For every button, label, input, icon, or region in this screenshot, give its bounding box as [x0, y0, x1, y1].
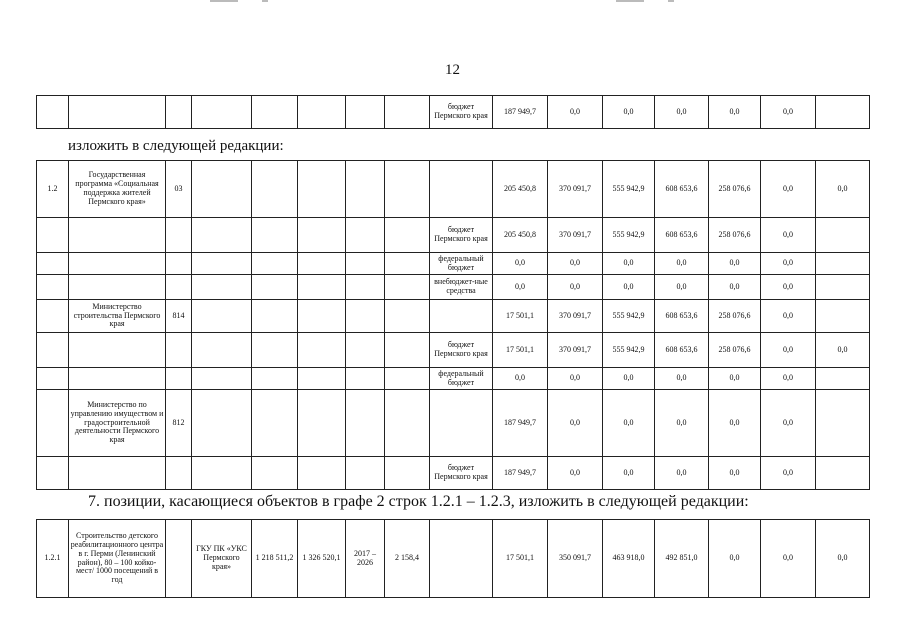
- table-cell-c5: [252, 161, 298, 218]
- table-cell-c7: [346, 368, 385, 390]
- table-cell-c6: [298, 218, 346, 253]
- table-cell-c4: [192, 390, 252, 457]
- table-cell-v3: 555 942,9: [603, 218, 655, 253]
- table-cell-c4: [192, 161, 252, 218]
- table-cell-source: бюджет Пермского края: [430, 333, 493, 368]
- table-cell-v2: 0,0: [548, 253, 603, 275]
- table-cell-v7: [816, 368, 870, 390]
- table-cell-c3: [166, 218, 192, 253]
- table-cell-c4: [192, 300, 252, 333]
- table-cell-v6: 0,0: [761, 253, 816, 275]
- table-cell-c8: [385, 390, 430, 457]
- table-cell-c3: [166, 253, 192, 275]
- table-cell-v7: [816, 275, 870, 300]
- table-cell-c3: [166, 520, 192, 598]
- table-cell-source: бюджет Пермского края: [430, 457, 493, 490]
- table-cell-v7: [816, 457, 870, 490]
- table-cell-v7: [816, 253, 870, 275]
- table-cell-v3: 555 942,9: [603, 333, 655, 368]
- table-cell-c6: [298, 161, 346, 218]
- table-cell-c1: [37, 275, 69, 300]
- table-cell-c4: [192, 218, 252, 253]
- table-cell-c6: [298, 333, 346, 368]
- table-cell-v3: 0,0: [603, 275, 655, 300]
- table-cell-source: [430, 390, 493, 457]
- table-cell-c6: [298, 253, 346, 275]
- table-cell-v6: 0,0: [761, 96, 816, 129]
- table-cell-v3: 0,0: [603, 253, 655, 275]
- table-cell-v4: 0,0: [655, 457, 709, 490]
- table-cell-v5: 258 076,6: [709, 161, 761, 218]
- table-cell-v4: 608 653,6: [655, 218, 709, 253]
- table-cell-c2: [69, 96, 166, 129]
- table-cell-v4: 0,0: [655, 253, 709, 275]
- table-cell-c2: [69, 457, 166, 490]
- table-cell-c2: Государственная программа «Социальная поддержка жителей Пермского края»: [69, 161, 166, 218]
- table-cell-c8: [385, 368, 430, 390]
- table-cell-c8: [385, 300, 430, 333]
- table-cell-v1: 205 450,8: [493, 218, 548, 253]
- table-cell-c6: [298, 300, 346, 333]
- table-cell-c4: [192, 253, 252, 275]
- table-cell-c3: [166, 96, 192, 129]
- table-cell-c4: [192, 275, 252, 300]
- table-cell-c7: [346, 457, 385, 490]
- table-cell-v6: 0,0: [761, 520, 816, 598]
- table-row: [37, 457, 870, 490]
- table-cell-c5: [252, 390, 298, 457]
- table-cell-v2: 0,0: [548, 275, 603, 300]
- table-cell-c1: [37, 390, 69, 457]
- table-cell-source: [430, 300, 493, 333]
- table-cell-c4: ГКУ ПК «УКС Пермского края»: [192, 520, 252, 598]
- table-cell-c3: 812: [166, 390, 192, 457]
- table-cell-c6: [298, 390, 346, 457]
- table-cell-v1: 187 949,7: [493, 96, 548, 129]
- table-bottom: [36, 519, 870, 598]
- table-cell-c3: [166, 457, 192, 490]
- table-cell-c8: [385, 275, 430, 300]
- table-cell-v3: 0,0: [603, 390, 655, 457]
- table-cell-c7: 2017 – 2026: [346, 520, 385, 598]
- table-cell-c2: [69, 333, 166, 368]
- table-cell-c5: [252, 457, 298, 490]
- table-cell-source: внебюджет-ные средства: [430, 275, 493, 300]
- table-cell-v6: 0,0: [761, 300, 816, 333]
- table-cell-v7: 0,0: [816, 161, 870, 218]
- table-cell-c1: [37, 253, 69, 275]
- table-cell-v5: 0,0: [709, 368, 761, 390]
- table-cell-c3: [166, 368, 192, 390]
- table-cell-c3: 03: [166, 161, 192, 218]
- table-cell-v5: 0,0: [709, 253, 761, 275]
- instruction-heading: изложить в следующей редакции:: [68, 138, 284, 154]
- table-cell-v6: 0,0: [761, 368, 816, 390]
- table-cell-source: бюджет Пермского края: [430, 96, 493, 129]
- table-cell-c7: [346, 333, 385, 368]
- table-cell-v4: 0,0: [655, 368, 709, 390]
- table-cell-v2: 370 091,7: [548, 161, 603, 218]
- table-cell-c8: 2 158,4: [385, 520, 430, 598]
- table-cell-v2: 370 091,7: [548, 218, 603, 253]
- table-cell-c5: 1 218 511,2: [252, 520, 298, 598]
- table-cell-c5: [252, 333, 298, 368]
- table-cell-v5: 0,0: [709, 96, 761, 129]
- table-cell-c1: 1.2.1: [37, 520, 69, 598]
- table-cell-c2: [69, 368, 166, 390]
- table-cell-c1: [37, 96, 69, 129]
- table-cell-c3: [166, 275, 192, 300]
- table-cell-c7: [346, 218, 385, 253]
- table-row: [37, 275, 870, 300]
- table-cell-c6: 1 326 520,1: [298, 520, 346, 598]
- table-cell-source: [430, 520, 493, 598]
- table-cell-v1: 0,0: [493, 275, 548, 300]
- table-cell-c5: [252, 300, 298, 333]
- table-row: [37, 520, 870, 598]
- table-cell-c5: [252, 253, 298, 275]
- table-cell-c5: [252, 96, 298, 129]
- table-cell-v7: [816, 96, 870, 129]
- table-cell-c8: [385, 96, 430, 129]
- table-cell-source: бюджет Пермского края: [430, 218, 493, 253]
- table-cell-c8: [385, 218, 430, 253]
- table-cell-v1: 17 501,1: [493, 333, 548, 368]
- table-cell-c4: [192, 96, 252, 129]
- table-cell-v2: 0,0: [548, 390, 603, 457]
- table-cell-v1: 187 949,7: [493, 390, 548, 457]
- table-cell-c4: [192, 368, 252, 390]
- table-cell-c1: [37, 218, 69, 253]
- table-row: [37, 96, 870, 129]
- table-cell-source: [430, 161, 493, 218]
- table-cell-v6: 0,0: [761, 333, 816, 368]
- table-cell-v5: 258 076,6: [709, 218, 761, 253]
- table-cell-c8: [385, 333, 430, 368]
- table-cell-c2: Министерство по управлению имуществом и градостроительной деятельности Пермского края: [69, 390, 166, 457]
- table-cell-c5: [252, 275, 298, 300]
- table-cell-v4: 608 653,6: [655, 161, 709, 218]
- table-cell-v1: 17 501,1: [493, 520, 548, 598]
- table-cell-c7: [346, 96, 385, 129]
- table-cell-v1: 205 450,8: [493, 161, 548, 218]
- table-cell-v3: 555 942,9: [603, 161, 655, 218]
- table-cell-c2: [69, 253, 166, 275]
- table-cell-v2: 370 091,7: [548, 333, 603, 368]
- table-cell-v2: 350 091,7: [548, 520, 603, 598]
- table-row: [37, 300, 870, 333]
- table-cell-v3: 463 918,0: [603, 520, 655, 598]
- table-main: [36, 160, 870, 490]
- table-cell-c5: [252, 368, 298, 390]
- table-cell-c6: [298, 275, 346, 300]
- table-row: [37, 333, 870, 368]
- table-cell-c1: [37, 457, 69, 490]
- table-cell-v2: 0,0: [548, 96, 603, 129]
- table-cell-v6: 0,0: [761, 275, 816, 300]
- table-cell-c2: [69, 275, 166, 300]
- table-row: [37, 368, 870, 390]
- table-cell-c6: [298, 457, 346, 490]
- table-cell-v4: 0,0: [655, 275, 709, 300]
- table-cell-c7: [346, 161, 385, 218]
- table-cell-v6: 0,0: [761, 457, 816, 490]
- table-cell-v4: 608 653,6: [655, 300, 709, 333]
- table-cell-v3: 0,0: [603, 96, 655, 129]
- table-cell-c2: [69, 218, 166, 253]
- table-cell-v6: 0,0: [761, 161, 816, 218]
- table-cell-v1: 0,0: [493, 253, 548, 275]
- table-row: [37, 161, 870, 218]
- table-cell-v7: [816, 218, 870, 253]
- section-heading: 7. позиции, касающиеся объектов в графе 2 строк 1.2.1 – 1.2.3, изложить в следующей редакции:: [88, 493, 749, 510]
- table-cell-v5: 0,0: [709, 457, 761, 490]
- table-cell-c1: [37, 368, 69, 390]
- table-cell-c3: 814: [166, 300, 192, 333]
- table-cell-v5: 258 076,6: [709, 300, 761, 333]
- table-cell-c6: [298, 96, 346, 129]
- table-cell-v5: 258 076,6: [709, 333, 761, 368]
- table-cell-c6: [298, 368, 346, 390]
- table-cell-v3: 555 942,9: [603, 300, 655, 333]
- table-cell-v4: 608 653,6: [655, 333, 709, 368]
- table-cell-v4: 0,0: [655, 390, 709, 457]
- table-row: [37, 218, 870, 253]
- table-cell-v1: 187 949,7: [493, 457, 548, 490]
- table-cell-source: федеральный бюджет: [430, 253, 493, 275]
- table-cell-v7: 0,0: [816, 520, 870, 598]
- table-cell-v5: 0,0: [709, 275, 761, 300]
- table-cell-c4: [192, 457, 252, 490]
- table-cell-c8: [385, 161, 430, 218]
- table-cell-c8: [385, 253, 430, 275]
- table-cell-c8: [385, 457, 430, 490]
- table-cell-source: федеральный бюджет: [430, 368, 493, 390]
- table-cell-c7: [346, 300, 385, 333]
- table-cell-c2: Строительство детского реабилитационного центра в г. Перми (Ленинский район), 80 – 100 койко-мест/ 1000 посещений в год: [69, 520, 166, 598]
- table-cell-c3: [166, 333, 192, 368]
- table-cell-v7: [816, 390, 870, 457]
- page-number: 12: [445, 62, 460, 78]
- table-cell-v3: 0,0: [603, 368, 655, 390]
- table-cell-v1: 17 501,1: [493, 300, 548, 333]
- table-cell-v6: 0,0: [761, 390, 816, 457]
- table-cell-v5: 0,0: [709, 390, 761, 457]
- table-row: [37, 390, 870, 457]
- table-cell-c1: [37, 300, 69, 333]
- scan-top-edge: [0, 0, 905, 4]
- table-cell-c2: Министерство строительства Пермского края: [69, 300, 166, 333]
- table-cell-v4: 0,0: [655, 96, 709, 129]
- table-cell-c1: [37, 333, 69, 368]
- table-cell-c5: [252, 218, 298, 253]
- table-cell-c1: 1.2: [37, 161, 69, 218]
- table-cell-c7: [346, 253, 385, 275]
- table-cell-v7: [816, 300, 870, 333]
- table-top: [36, 95, 870, 129]
- table-cell-v1: 0,0: [493, 368, 548, 390]
- table-cell-v6: 0,0: [761, 218, 816, 253]
- table-cell-v5: 0,0: [709, 520, 761, 598]
- table-cell-c7: [346, 390, 385, 457]
- table-cell-v2: 0,0: [548, 457, 603, 490]
- table-cell-v2: 370 091,7: [548, 300, 603, 333]
- table-row: [37, 253, 870, 275]
- table-cell-v4: 492 851,0: [655, 520, 709, 598]
- table-cell-c4: [192, 333, 252, 368]
- table-cell-v3: 0,0: [603, 457, 655, 490]
- table-cell-v2: 0,0: [548, 368, 603, 390]
- table-cell-v7: 0,0: [816, 333, 870, 368]
- table-cell-c7: [346, 275, 385, 300]
